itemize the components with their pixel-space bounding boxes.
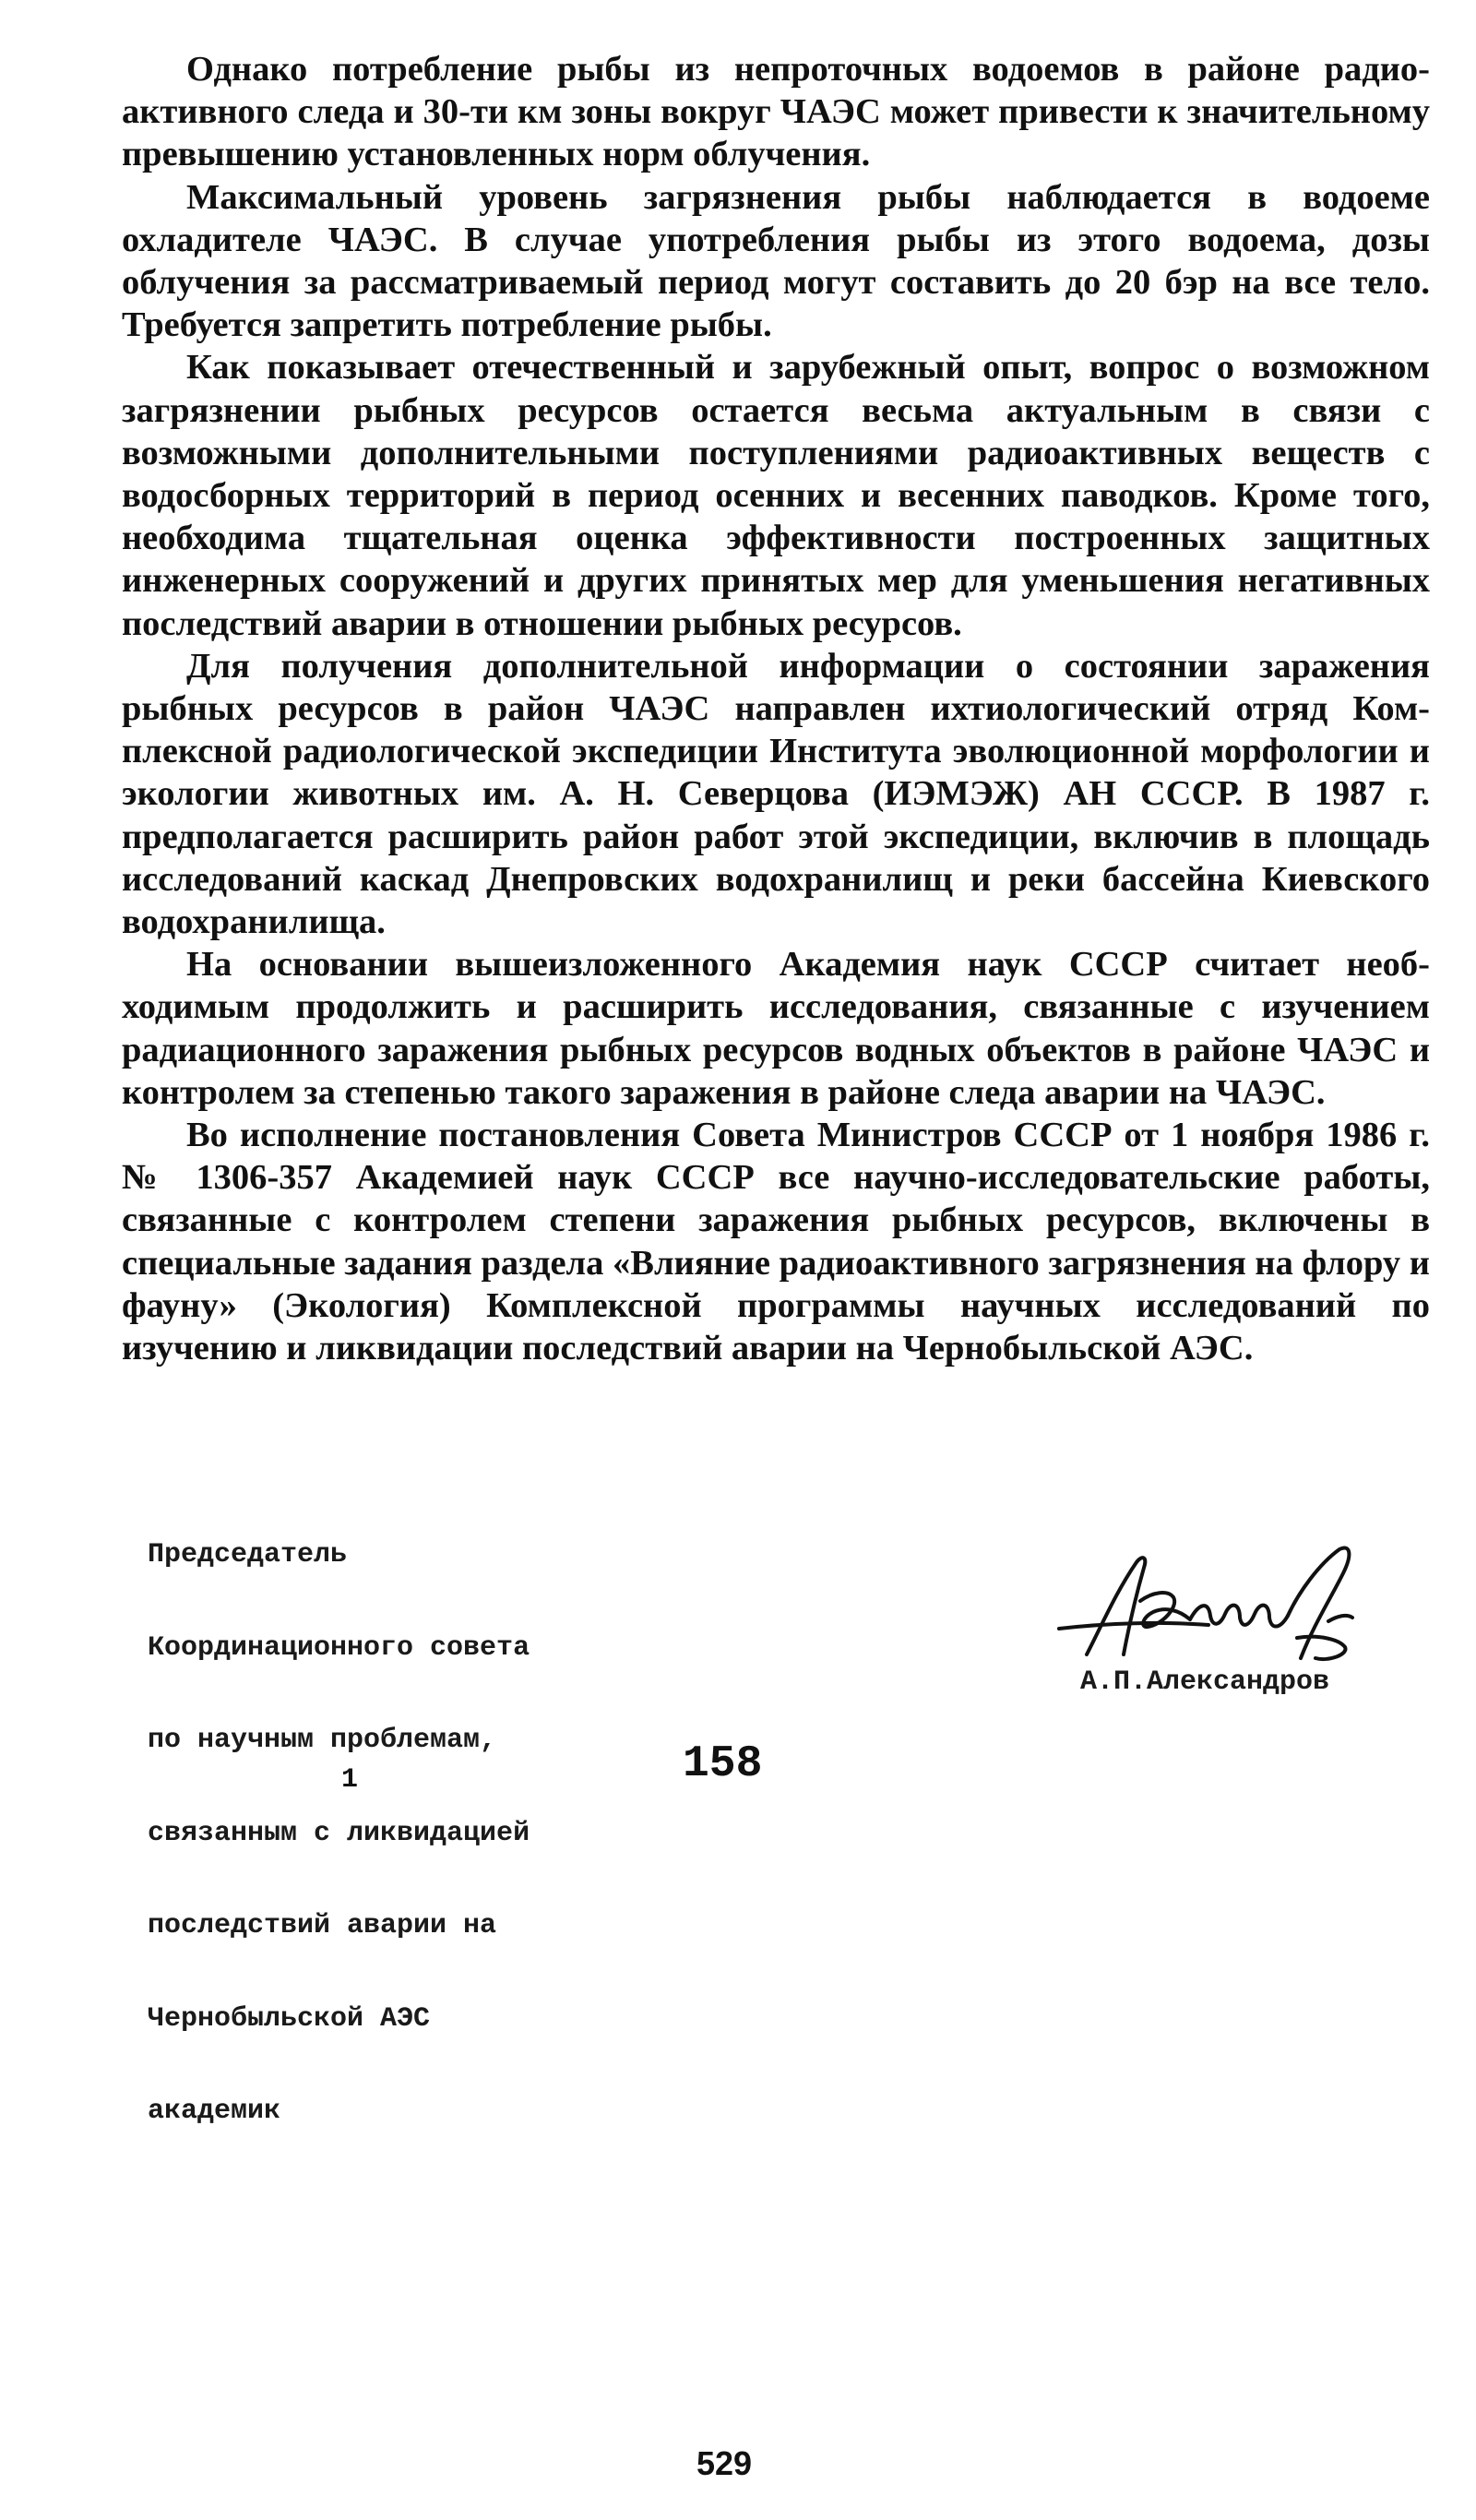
- signer-name: А.П.Александров: [1080, 1666, 1330, 1698]
- handwritten-note-one: 1: [341, 1764, 359, 1796]
- handwritten-note-158: 158: [683, 1739, 763, 1789]
- document-body: [122, 48, 1430, 1369]
- signatory-title-line: Координационного совета: [148, 1631, 530, 1664]
- paragraph: На основании вышеизложенного Академия наук СССР считает необходимым продолжить и расширить исследования, связанные с изучением радиационного заражения рыбных ресурсов водных объектов в районе ЧАЭС и контролем за степенью такого заражения в районе следа аварии на ЧАЭС.: [122, 945, 1430, 1112]
- signatory-title-line: последствий аварии на: [148, 1910, 497, 1941]
- signatory-title-line: по научным проблемам,: [148, 1725, 497, 1756]
- paragraph: Во исполнение постановления Совета Министров СССР от 1 ноября 1986 г. № 1306-357 Академией наук СССР все научно-исследовательские работы, связанные с контролем степени заражения рыбных ресурсов, включены в специальные задания раздела «Влияние радиоактивного загрязнения на флору и фауну» (Экология) Комплексной программы научных исследований по изучению и ликвидации последствий аварии на Чернобыльской АЭС.: [122, 1116, 1430, 1368]
- signatory-title-line: Председатель: [148, 1539, 348, 1571]
- paragraph: Однако потребление рыбы из непроточных водоемов в районе радиоактивного следа и 30-ти км зоны вокруг ЧАЭС может привести к значительному превышению установленных норм облучения.: [122, 50, 1430, 174]
- page-number: 529: [696, 2444, 753, 2482]
- signatory-title-block: [148, 1478, 530, 2158]
- handwritten-signature: [1052, 1536, 1421, 1684]
- signatory-title-line: Чернобыльской АЭС: [148, 2002, 431, 2035]
- signatory-title-line: связанным с ликвидацией: [148, 1817, 530, 1849]
- paragraph: Максимальный уровень загрязнения рыбы наблюдается в водоеме охладителе ЧАЭС. В случае употребления рыбы из этого водоема, дозы облучения за рассматриваемый период могут составить до 20 бэр на все тело. Требуется запретить потребление рыбы.: [122, 177, 1430, 345]
- signatory-title-line: академик: [148, 2096, 281, 2127]
- paragraph: Как показывает отечественный и зарубежный опыт, вопрос о возможном загрязнении рыбных ресурсов остается весьма актуальным в связи с возможными дополнительными поступлениями радиоактивных веществ с водосборных территорий в период осенних и весенних паводков. Кроме того, необходима тщательная оценка эффективности построенных защитных инженерных сооружений и других принятых мер для уменьшения негативных последствий аварии в отношении рыбных ресурсов.: [122, 348, 1430, 643]
- paragraph: Для получения дополнительной информации о состоянии заражения рыбных ресурсов в район ЧАЭС направлен ихтиологический отряд Комплексной радиологической экспедиции Института эволюционной морфологии и экологии животных им. А. Н. Северцова (ИЭМЭЖ) АН СССР. В 1987 г. предполагается расширить район работ этой экспедиции, включив в площадь исследований каскад Днепровских водохранилищ и реки бассейна Киевского водохранилища.: [122, 646, 1430, 942]
